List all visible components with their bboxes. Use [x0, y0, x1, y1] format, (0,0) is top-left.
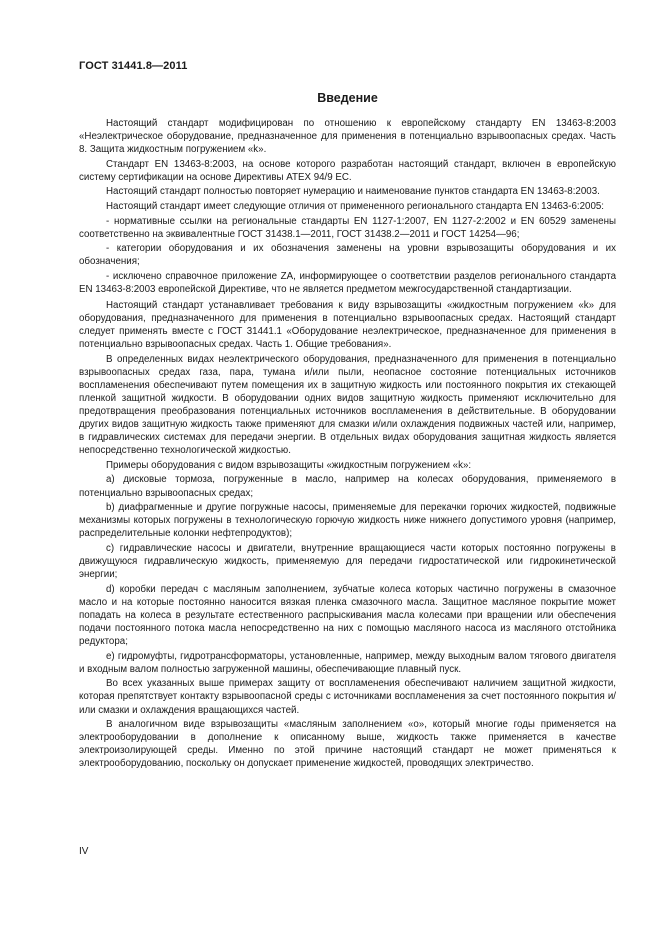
list-item: - исключено справочное приложение ZA, информирующее о соответствии разделов регионального стандарта EN 13463-8:2003 европейской Директиве, что не является предметом межгосударственной стандартизации. [79, 271, 616, 296]
list-item: e) гидромуфты, гидротрансформаторы, установленные, например, между выходным валом тягового двигателя и входным валом полностью загруженной машины, обеспечивающие плавный пуск. [79, 650, 616, 675]
paragraph: Во всех указанных выше примерах защиту от воспламенения обеспечивают наличием защитной жидкости, которая препятствует контакту взрывоопасной среды с источниками воспламенения за счет постоянного покрытия и/или смазки и охлаждения вращающихся частей. [79, 678, 616, 716]
paragraph: Настоящий стандарт полностью повторяет нумерацию и наименование пунктов стандарта EN 13463-8:2003. [106, 186, 600, 198]
paragraph: В определенных видах неэлектрического оборудования, предназначенного для применения в потенциально взрывоопасных средах газа, пара, тумана и/или пыли, неопасное состояние потенциальных источников воспламенения обеспечивают путем помещения их в защитную жидкость или постоянного покрытия их стекающей пленкой защитной жидкости. В оборудовании одних видов защитную жидкость применяют исключительно для предотвращения преобразования потенциальных источников воспламенения в действительные. В оборудовании других видов защитную жидкость также применяют для смазки и/или охлаждения подвижных частей или, например, в гидравлических системах для передачи энергии. В отдельных видах оборудования защитная жидкость является непосредственно технологической жидкостью. [79, 353, 616, 457]
document-header: ГОСТ 31441.8—2011 [79, 60, 188, 72]
paragraph: Настоящий стандарт модифицирован по отношению к европейскому стандарту EN 13463-8:2003 «Неэлектрическое оборудование, предназначенное для применения в потенциально взрывоопасных средах. Часть 8. Защита жидкостным погружением «k». [79, 118, 616, 156]
paragraph: Примеры оборудования с видом взрывозащиты «жидкостным погружением «k»: [106, 459, 472, 471]
list-item: - нормативные ссылки на региональные стандарты EN 1127-1:2007, EN 1127-2:2002 и EN 60529 заменены соответственно на эквивалентные ГОСТ 31438.1—2011, ГОСТ 31438.2—2011 и ГОСТ 14254—96; [79, 215, 616, 240]
page-number: IV [79, 846, 89, 857]
list-item: b) диафрагменные и другие погружные насосы, применяемые для перекачки горючих жидкостей, подвижные механизмы которых погружены в технологическую горючую жидкость ниже нижнего допустимого уровня (например, распределительные колонки нефтепродуктов); [79, 502, 616, 540]
list-item: c) гидравлические насосы и двигатели, внутренние вращающиеся части которых постоянно погружены в движущуюся гидравлическую жидкость, применяемую для передачи гидростатической или гидрокинетической энергии; [79, 542, 616, 581]
paragraph: В аналогичном виде взрывозащиты «масляным заполнением «о», который многие годы применяется на электрооборудовании в дополнение к описанному выше, жидкость также применяется в качестве электроизолирующей среды. Именно по этой причине настоящий стандарт не может применяться к электрооборудованию, поскольку он допускает применение жидкостей, проводящих электричество. [79, 719, 616, 770]
list-item: a) дисковые тормоза, погруженные в масло, например на колесах оборудования, применяемого в потенциально взрывоопасных средах; [79, 474, 616, 499]
section-title: Введение [317, 91, 378, 105]
document-body [79, 117, 616, 772]
list-item: d) коробки передач с масляным заполнением, зубчатые колеса которых частично погружены в смазочное масло и на которые постоянно наносится вязкая пленка смазочного масла. Защитное масляное покрытие может попадать на колеса в результате естественного распрыскивания масла колесами при вращении или обеспечения подачи постоянного потока масла непосредственно на них с помощью масляного насоса из масляного отстойника редуктора; [79, 583, 616, 648]
list-item: - категории оборудования и их обозначения заменены на уровни взрывозащиты оборудования и их обозначения; [79, 243, 616, 268]
paragraph: Настоящий стандарт имеет следующие отличия от примененного регионального стандарта EN 13463-6:2005: [106, 201, 604, 213]
paragraph: Настоящий стандарт устанавливает требования к виду взрывозащиты «жидкостным погружением «k» для оборудования, предназначенного для применения в потенциально взрывоопасных средах. Настоящий стандарт следует применять вместе с ГОСТ 31441.1 «Оборудование неэлектрическое, предназначенное для применения в потенциально взрывоопасных средах. Часть 1. Общие требования». [79, 299, 616, 350]
paragraph: Стандарт EN 13463-8:2003, на основе которого разработан настоящий стандарт, включен в европейскую систему сертификации на основе Директивы ATEX 94/9 EC. [79, 158, 616, 183]
